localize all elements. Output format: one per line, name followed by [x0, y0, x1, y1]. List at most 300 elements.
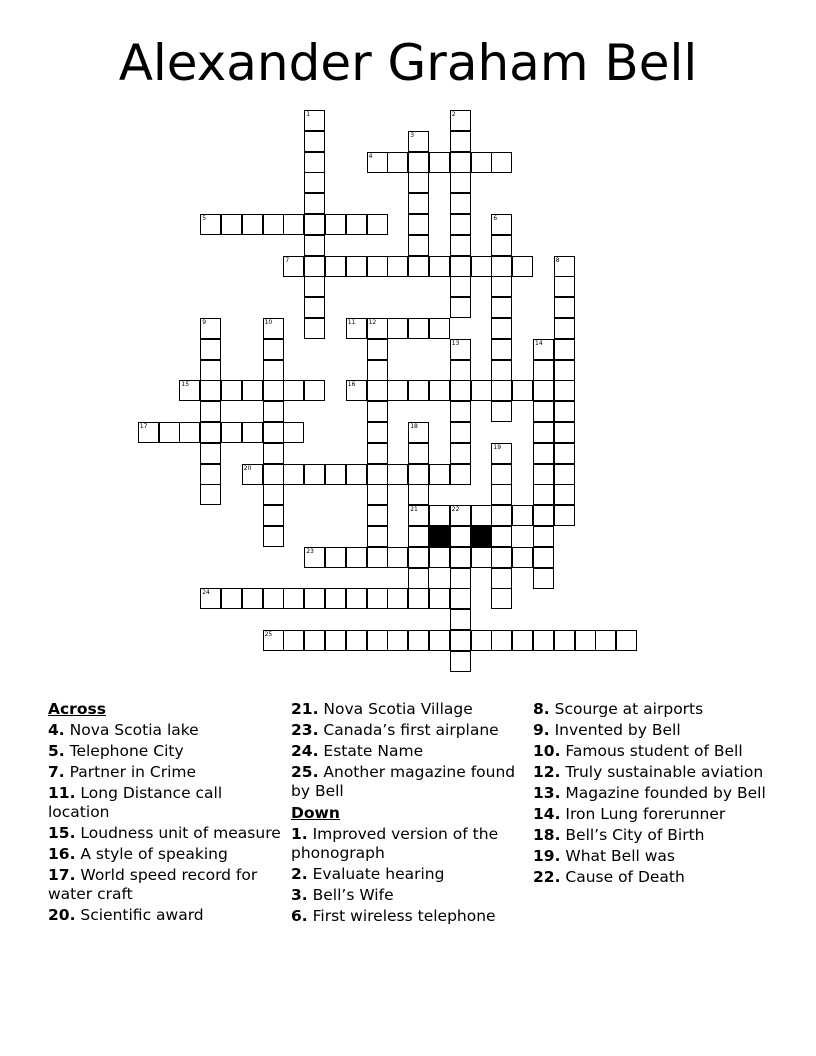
crossword-cell[interactable]	[200, 422, 221, 443]
crossword-cell[interactable]	[491, 547, 512, 568]
crossword-cell[interactable]	[450, 214, 471, 235]
crossword-cell[interactable]	[533, 380, 554, 401]
crossword-cell[interactable]	[491, 484, 512, 505]
crossword-cell[interactable]	[367, 422, 388, 443]
crossword-cell[interactable]	[512, 380, 533, 401]
crossword-cell[interactable]	[429, 256, 450, 277]
crossword-cell[interactable]	[179, 380, 200, 401]
crossword-cell[interactable]	[491, 505, 512, 526]
crossword-cell[interactable]	[450, 297, 471, 318]
clue-text: Another magazine found by Bell	[291, 763, 516, 800]
crossword-cell[interactable]	[387, 547, 408, 568]
crossword-cell[interactable]	[533, 630, 554, 651]
crossword-cell[interactable]	[304, 152, 325, 173]
crossword-cell[interactable]	[491, 235, 512, 256]
crossword-cell[interactable]	[533, 484, 554, 505]
crossword-cell[interactable]	[554, 276, 575, 297]
crossword-cell[interactable]	[367, 443, 388, 464]
crossword-cell[interactable]	[159, 422, 180, 443]
clue-number: 25.	[291, 763, 319, 781]
crossword-cell[interactable]	[450, 131, 471, 152]
crossword-cell[interactable]	[263, 318, 284, 339]
crossword-cell[interactable]	[429, 464, 450, 485]
crossword-cell[interactable]	[367, 380, 388, 401]
crossword-cell[interactable]	[242, 588, 263, 609]
crossword-cell[interactable]	[408, 152, 429, 173]
clue-number: 9.	[533, 721, 550, 739]
crossword-cell[interactable]	[283, 630, 304, 651]
crossword-cell[interactable]	[367, 588, 388, 609]
clue-text: Nova Scotia lake	[64, 721, 199, 739]
crossword-cell[interactable]	[408, 235, 429, 256]
clue-text: Canada’s first airplane	[318, 721, 499, 739]
crossword-cell[interactable]	[263, 630, 284, 651]
crossword-cell[interactable]	[242, 214, 263, 235]
crossword-cell[interactable]	[408, 443, 429, 464]
cell-number: 15	[181, 381, 190, 389]
clue-text: Scourge at airports	[549, 700, 704, 718]
crossword-cell[interactable]	[554, 484, 575, 505]
crossword-cell[interactable]	[512, 256, 533, 277]
crossword-cell[interactable]	[304, 297, 325, 318]
clue-text: Long Distance call location	[48, 784, 223, 821]
crossword-cell[interactable]	[283, 464, 304, 485]
clue-text: Magazine founded by Bell	[560, 784, 766, 802]
crossword-cell[interactable]	[554, 464, 575, 485]
crossword-cell[interactable]	[408, 131, 429, 152]
crossword-cell[interactable]	[533, 464, 554, 485]
crossword-cell[interactable]	[367, 547, 388, 568]
crossword-cell[interactable]	[200, 401, 221, 422]
clue-item	[291, 700, 526, 719]
crossword-cell[interactable]	[450, 172, 471, 193]
crossword-cell[interactable]	[200, 464, 221, 485]
crossword-cell[interactable]	[367, 214, 388, 235]
crossword-cell[interactable]	[554, 422, 575, 443]
crossword-cell[interactable]	[304, 235, 325, 256]
cell-number: 21	[410, 506, 418, 514]
clue-item	[291, 763, 526, 801]
crossword-cell[interactable]	[200, 360, 221, 381]
crossword-cell[interactable]	[346, 547, 367, 568]
crossword-cell[interactable]	[367, 401, 388, 422]
cell-number: 3	[410, 131, 415, 139]
crossword-cell[interactable]	[554, 256, 575, 277]
crossword-cell[interactable]	[387, 588, 408, 609]
clue-item	[291, 886, 526, 905]
crossword-cell[interactable]	[283, 588, 304, 609]
clue-text: Nova Scotia Village	[318, 700, 473, 718]
crossword-cell[interactable]	[408, 464, 429, 485]
clue-number: 11.	[48, 784, 76, 802]
crossword-cell[interactable]	[450, 609, 471, 630]
crossword-cell[interactable]	[450, 401, 471, 422]
cell-number: 10	[264, 319, 273, 326]
clue-text: Partner in Crime	[64, 763, 197, 781]
crossword-cell[interactable]	[471, 505, 492, 526]
crossword-cell[interactable]	[450, 547, 471, 568]
crossword-cell[interactable]	[367, 152, 388, 173]
crossword-cell[interactable]	[200, 318, 221, 339]
crossword-cell[interactable]	[263, 443, 284, 464]
crossword-cell[interactable]	[408, 172, 429, 193]
clue-number: 8.	[533, 700, 550, 718]
crossword-cell[interactable]	[450, 110, 471, 131]
crossword-cell[interactable]	[367, 339, 388, 360]
clue-item	[291, 907, 526, 926]
clue-number: 4.	[48, 721, 65, 739]
cell-number: 23	[306, 547, 314, 555]
crossword-cell[interactable]	[283, 422, 304, 443]
clue-text: Scientific award	[75, 906, 204, 924]
clue-number: 16.	[48, 845, 76, 863]
crossword-black-cell	[429, 526, 450, 547]
crossword-cell[interactable]	[408, 568, 429, 589]
clue-item	[291, 865, 526, 884]
crossword-cell[interactable]	[533, 505, 554, 526]
crossword-cell[interactable]	[283, 380, 304, 401]
crossword-cell[interactable]	[263, 214, 284, 235]
clue-item	[533, 805, 768, 824]
crossword-cell[interactable]	[471, 547, 492, 568]
crossword-cell[interactable]	[491, 297, 512, 318]
crossword-cell[interactable]	[450, 276, 471, 297]
page-title: Alexander Graham Bell	[118, 34, 698, 92]
crossword-cell[interactable]	[554, 318, 575, 339]
crossword-cell[interactable]	[325, 256, 346, 277]
cell-number: 24	[202, 589, 210, 597]
crossword-cell[interactable]	[450, 464, 471, 485]
cell-number: 12	[368, 319, 377, 326]
crossword-cell[interactable]	[450, 256, 471, 277]
cell-number: 20	[243, 464, 252, 472]
cell-number: 16	[347, 381, 356, 389]
crossword-cell[interactable]	[491, 526, 512, 547]
crossword-cell[interactable]	[471, 256, 492, 277]
crossword-cell[interactable]	[263, 505, 284, 526]
crossword-cell[interactable]	[575, 630, 596, 651]
crossword-cell[interactable]	[325, 547, 346, 568]
crossword-cell[interactable]	[408, 380, 429, 401]
crossword-cell[interactable]	[221, 422, 242, 443]
crossword-cell[interactable]	[325, 464, 346, 485]
crossword-cell[interactable]	[450, 630, 471, 651]
crossword-cell[interactable]	[491, 464, 512, 485]
crossword-cell[interactable]	[200, 588, 221, 609]
crossword-cell[interactable]	[221, 380, 242, 401]
crossword-cell[interactable]	[512, 547, 533, 568]
crossword-cell[interactable]	[512, 505, 533, 526]
crossword-cell[interactable]	[200, 443, 221, 464]
crossword-cell[interactable]	[367, 464, 388, 485]
clue-text: Telephone City	[64, 742, 184, 760]
crossword-cell[interactable]	[554, 297, 575, 318]
crossword-cell[interactable]	[554, 505, 575, 526]
crossword-cell[interactable]	[263, 422, 284, 443]
crossword-cell[interactable]	[221, 214, 242, 235]
clue-number: 17.	[48, 866, 76, 884]
crossword-cell[interactable]	[242, 464, 263, 485]
crossword-cell[interactable]	[304, 172, 325, 193]
clue-number: 14.	[533, 805, 561, 823]
crossword-cell[interactable]	[450, 152, 471, 173]
crossword-cell[interactable]	[263, 339, 284, 360]
crossword-cell[interactable]	[346, 256, 367, 277]
crossword-cell[interactable]	[304, 318, 325, 339]
crossword-cell[interactable]	[387, 630, 408, 651]
crossword-cell[interactable]	[554, 339, 575, 360]
crossword-cell[interactable]	[533, 360, 554, 381]
crossword-cell[interactable]	[304, 380, 325, 401]
crossword-cell[interactable]	[408, 588, 429, 609]
crossword-cell[interactable]	[408, 214, 429, 235]
clue-text: Famous student of Bell	[560, 742, 743, 760]
clue-text: Truly sustainable aviation	[560, 763, 764, 781]
clue-text: Bell’s City of Birth	[560, 826, 705, 844]
crossword-cell[interactable]	[325, 214, 346, 235]
crossword-cell[interactable]	[179, 422, 200, 443]
crossword-cell[interactable]	[554, 443, 575, 464]
crossword-cell[interactable]	[367, 256, 388, 277]
crossword-cell[interactable]	[533, 568, 554, 589]
crossword-cell[interactable]	[429, 380, 450, 401]
clue-item	[48, 866, 283, 904]
clue-text: Improved version of the phonograph	[291, 825, 499, 862]
crossword-cell[interactable]	[346, 318, 367, 339]
crossword-cell[interactable]	[304, 256, 325, 277]
clue-number: 12.	[533, 763, 561, 781]
clue-item	[533, 847, 768, 866]
crossword-cell[interactable]	[138, 422, 159, 443]
crossword-cell[interactable]	[200, 339, 221, 360]
crossword-cell[interactable]	[346, 630, 367, 651]
crossword-cell[interactable]	[533, 526, 554, 547]
crossword-cell[interactable]	[533, 422, 554, 443]
clue-number: 23.	[291, 721, 319, 739]
crossword-cell[interactable]	[304, 131, 325, 152]
crossword-cell[interactable]	[304, 276, 325, 297]
crossword-cell[interactable]	[554, 360, 575, 381]
crossword-cell[interactable]	[263, 380, 284, 401]
crossword-cell[interactable]	[429, 630, 450, 651]
crossword-cell[interactable]	[429, 152, 450, 173]
crossword-cell[interactable]	[533, 339, 554, 360]
clue-text: Iron Lung forerunner	[560, 805, 726, 823]
crossword-cell[interactable]	[429, 588, 450, 609]
crossword-cell[interactable]	[554, 380, 575, 401]
clue-text: Loudness unit of measure	[75, 824, 281, 842]
crossword-cell[interactable]	[491, 630, 512, 651]
crossword-cell[interactable]	[533, 547, 554, 568]
cell-number: 4	[368, 152, 373, 160]
crossword-cell[interactable]	[242, 380, 263, 401]
cell-number: 22	[451, 506, 460, 514]
crossword-cell[interactable]	[450, 588, 471, 609]
crossword-cell[interactable]	[408, 318, 429, 339]
crossword-cell[interactable]	[263, 526, 284, 547]
cell-number: 6	[493, 215, 498, 222]
cell-number: 7	[285, 256, 290, 264]
clue-column-1	[48, 700, 283, 927]
clue-item	[533, 763, 768, 782]
cell-number: 11	[347, 319, 356, 326]
crossword-cell[interactable]	[408, 256, 429, 277]
crossword-cell[interactable]	[429, 505, 450, 526]
crossword-cell[interactable]	[491, 318, 512, 339]
clue-item	[533, 784, 768, 803]
crossword-cell[interactable]	[367, 526, 388, 547]
crossword-cell[interactable]	[471, 630, 492, 651]
crossword-cell[interactable]	[367, 318, 388, 339]
crossword-cell[interactable]	[304, 193, 325, 214]
crossword-cell[interactable]	[450, 422, 471, 443]
crossword-cell[interactable]	[263, 360, 284, 381]
crossword-cell[interactable]	[533, 443, 554, 464]
crossword-cell[interactable]	[304, 547, 325, 568]
crossword-cell[interactable]	[429, 318, 450, 339]
crossword-cell[interactable]	[450, 505, 471, 526]
clue-item	[48, 742, 283, 761]
clue-text: First wireless telephone	[307, 907, 496, 925]
clue-text: A style of speaking	[75, 845, 228, 863]
crossword-cell[interactable]	[450, 526, 471, 547]
crossword-cell[interactable]	[283, 256, 304, 277]
crossword-cell[interactable]	[325, 588, 346, 609]
clue-item	[48, 721, 283, 740]
crossword-cell[interactable]	[450, 568, 471, 589]
crossword-cell[interactable]	[200, 214, 221, 235]
clue-item	[533, 742, 768, 761]
crossword-cell[interactable]	[491, 256, 512, 277]
crossword-cell[interactable]	[263, 464, 284, 485]
crossword-cell[interactable]	[450, 360, 471, 381]
crossword-cell[interactable]	[367, 630, 388, 651]
crossword-cell[interactable]	[200, 484, 221, 505]
crossword-cell[interactable]	[221, 588, 242, 609]
crossword-cell[interactable]	[367, 505, 388, 526]
clue-item	[48, 906, 283, 925]
clue-number: 3.	[291, 886, 308, 904]
crossword-cell[interactable]	[471, 152, 492, 173]
crossword-cell[interactable]	[450, 193, 471, 214]
cell-number: 8	[555, 256, 560, 264]
crossword-cell[interactable]	[367, 360, 388, 381]
crossword-cell[interactable]	[491, 214, 512, 235]
crossword-cell[interactable]	[408, 422, 429, 443]
crossword-cell[interactable]	[408, 547, 429, 568]
crossword-cell[interactable]	[595, 630, 616, 651]
clue-item	[291, 721, 526, 740]
crossword-cell[interactable]	[491, 339, 512, 360]
crossword-cell[interactable]	[616, 630, 637, 651]
crossword-cell[interactable]	[242, 422, 263, 443]
crossword-cell[interactable]	[408, 484, 429, 505]
crossword-cell[interactable]	[429, 547, 450, 568]
clue-column-3	[533, 700, 768, 889]
clue-heading-down: Down	[291, 804, 340, 822]
crossword-cell[interactable]	[304, 630, 325, 651]
crossword-cell[interactable]	[491, 152, 512, 173]
crossword-cell[interactable]	[346, 464, 367, 485]
clue-number: 10.	[533, 742, 561, 760]
crossword-cell[interactable]	[263, 484, 284, 505]
crossword-cell[interactable]	[304, 110, 325, 131]
crossword-cell[interactable]	[408, 526, 429, 547]
clue-item	[48, 824, 283, 843]
crossword-cell[interactable]	[387, 380, 408, 401]
crossword-cell[interactable]	[387, 256, 408, 277]
clue-item	[533, 868, 768, 887]
cell-number: 13	[451, 339, 460, 347]
clue-number: 24.	[291, 742, 319, 760]
crossword-cell[interactable]	[263, 401, 284, 422]
crossword-cell[interactable]	[533, 401, 554, 422]
crossword-cell[interactable]	[325, 630, 346, 651]
crossword-cell[interactable]	[512, 630, 533, 651]
clue-item	[533, 721, 768, 740]
clue-column-2	[291, 700, 526, 928]
crossword-cell[interactable]	[387, 318, 408, 339]
crossword-cell[interactable]	[554, 630, 575, 651]
crossword-cell[interactable]	[346, 380, 367, 401]
clue-text: What Bell was	[560, 847, 676, 865]
crossword-cell[interactable]	[491, 588, 512, 609]
crossword-cell[interactable]	[304, 588, 325, 609]
cell-number: 18	[410, 423, 418, 430]
crossword-cell[interactable]	[491, 401, 512, 422]
crossword-cell[interactable]	[408, 505, 429, 526]
clue-item	[533, 700, 768, 719]
crossword-cell[interactable]	[304, 464, 325, 485]
crossword-cell[interactable]	[450, 235, 471, 256]
clue-heading-across: Across	[48, 700, 106, 718]
crossword-cell[interactable]	[408, 193, 429, 214]
crossword-cell[interactable]	[387, 152, 408, 173]
clue-item	[48, 784, 283, 822]
clue-item	[48, 763, 283, 782]
crossword-cell[interactable]	[450, 380, 471, 401]
crossword-cell[interactable]	[346, 588, 367, 609]
clue-item	[533, 826, 768, 845]
crossword-cell[interactable]	[471, 380, 492, 401]
crossword-cell[interactable]	[491, 380, 512, 401]
crossword-cell[interactable]	[450, 443, 471, 464]
crossword-cell[interactable]	[346, 214, 367, 235]
crossword-cell[interactable]	[554, 401, 575, 422]
clue-number: 13.	[533, 784, 561, 802]
clue-text: Invented by Bell	[549, 721, 681, 739]
clue-number: 7.	[48, 763, 65, 781]
crossword-cell[interactable]	[491, 276, 512, 297]
crossword-cell[interactable]	[491, 443, 512, 464]
crossword-cell[interactable]	[263, 588, 284, 609]
crossword-cell[interactable]	[491, 568, 512, 589]
crossword-cell[interactable]	[304, 214, 325, 235]
clue-number: 20.	[48, 906, 76, 924]
crossword-cell[interactable]	[491, 360, 512, 381]
cell-number: 17	[139, 423, 148, 430]
crossword-cell[interactable]	[408, 630, 429, 651]
crossword-cell[interactable]	[200, 380, 221, 401]
crossword-cell[interactable]	[367, 484, 388, 505]
crossword-cell[interactable]	[450, 651, 471, 672]
crossword-cell[interactable]	[283, 214, 304, 235]
crossword-cell[interactable]	[450, 339, 471, 360]
crossword-cell[interactable]	[387, 464, 408, 485]
clue-item	[291, 742, 526, 761]
clue-text: Bell’s Wife	[307, 886, 394, 904]
cell-number: 5	[202, 215, 207, 222]
